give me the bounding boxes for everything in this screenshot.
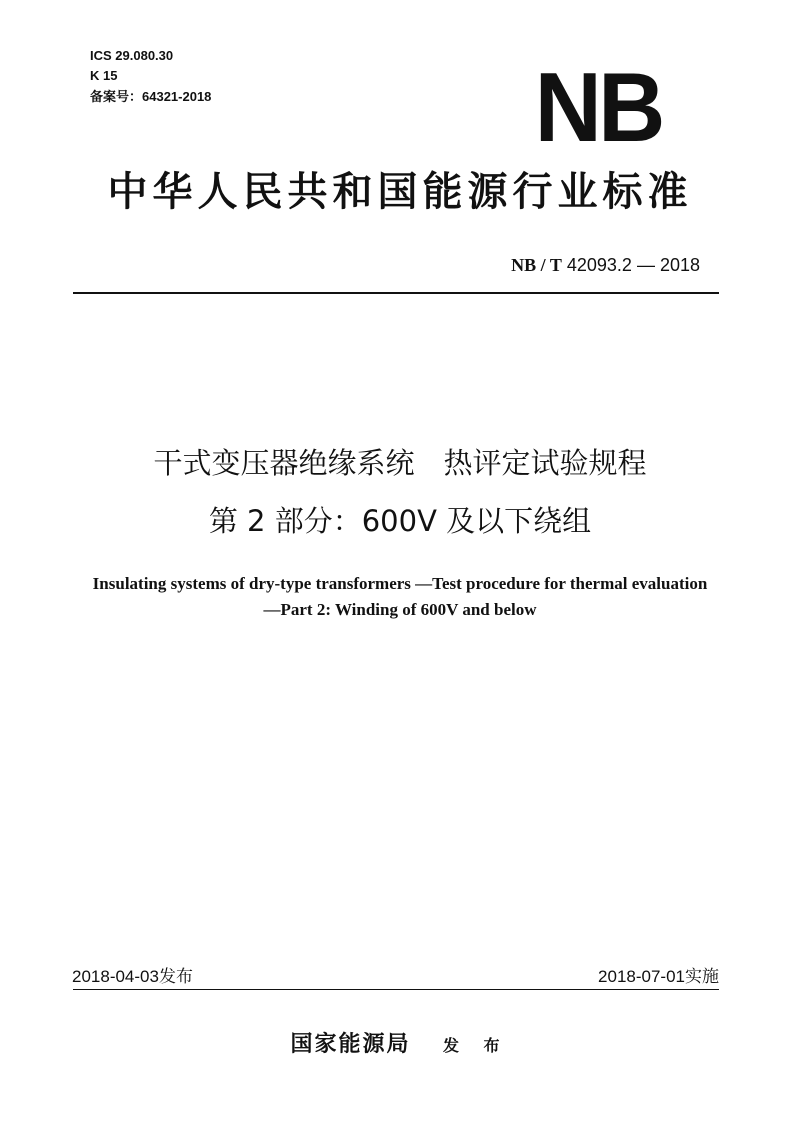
- bottom-divider: [73, 989, 719, 990]
- standard-number: [511, 254, 700, 276]
- issuer-name: 国家能源局: [290, 1031, 411, 1057]
- standard-code: 42093.2 — 2018: [566, 255, 700, 275]
- issuer-line: [0, 1030, 800, 1061]
- ics-code: ICS 29.080.30: [90, 48, 174, 63]
- effective-date: 2018-07-01实施: [598, 967, 719, 986]
- title-cn-line1: 干式变压器绝缘系统 热评定试验规程: [153, 446, 647, 480]
- nb-logo: NB: [535, 52, 662, 162]
- top-divider: [73, 292, 719, 294]
- filing-number: 备案号：64321-2018: [90, 89, 212, 104]
- title-en-line1: Insulating systems of dry-type transformers —Test procedure for thermal evaluation: [92, 574, 708, 593]
- issue-label: 发 布: [443, 1038, 510, 1055]
- publish-date: 2018-04-03发布: [72, 967, 193, 986]
- industry-standard-title: 中华人民共和国能源行业标准: [107, 169, 693, 215]
- standard-prefix: NB / T: [511, 255, 562, 275]
- title-en-line2: —Part 2: Winding of 600V and below: [263, 600, 537, 619]
- classification-code: K 15: [90, 68, 118, 83]
- title-cn-line2: 第 2 部分：600V 及以下绕组: [208, 504, 592, 538]
